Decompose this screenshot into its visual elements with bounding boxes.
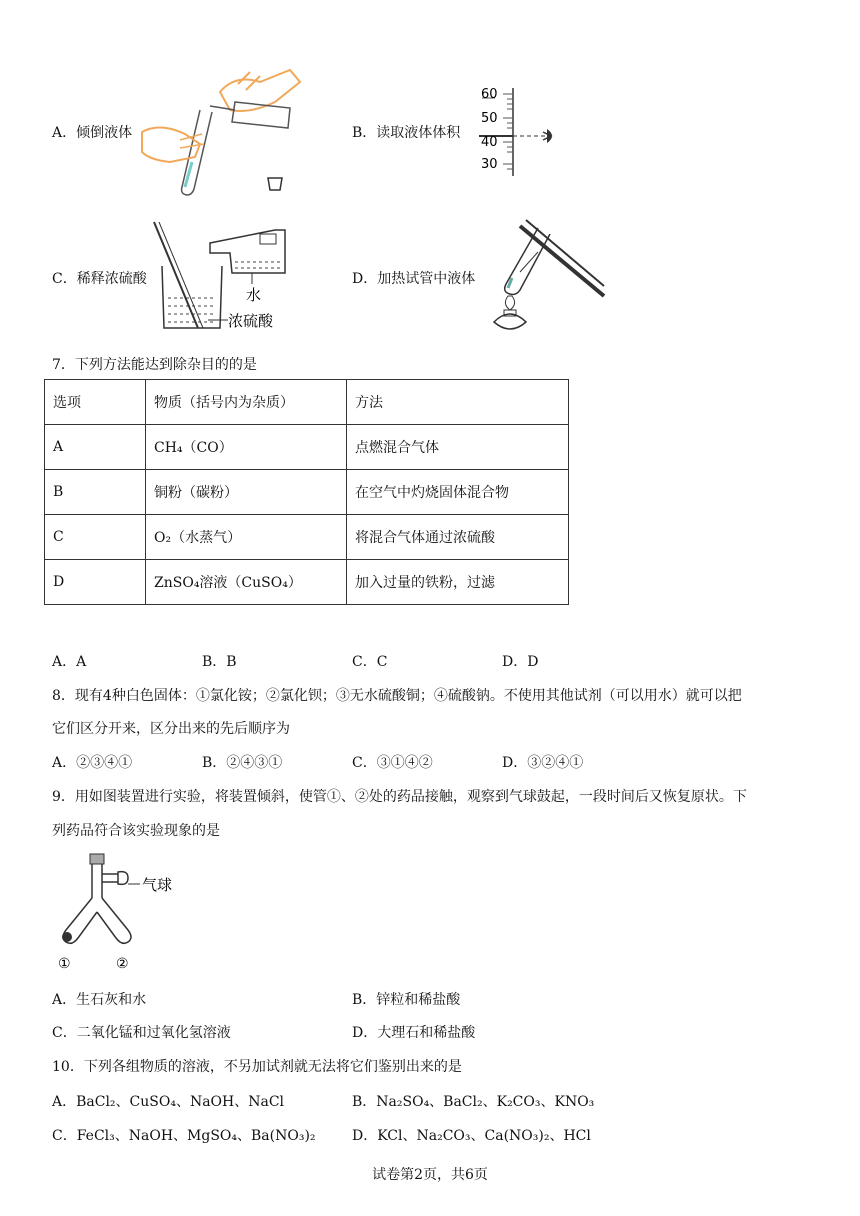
- q9-option-c[interactable]: C．二氧化锰和过氧化氢溶液: [52, 1025, 231, 1041]
- q10-option-d[interactable]: D．KCl、Na₂CO₃、Ca(NO₃)₂、HCl: [352, 1128, 591, 1144]
- header-substance: 物质（括号内为杂质）: [146, 380, 347, 425]
- q6-option-d[interactable]: D．加热试管中液体: [352, 271, 476, 287]
- tick-40: 40: [481, 135, 498, 150]
- cell-option: D: [45, 560, 146, 605]
- q8-stem-line1: 8．现有4种白色固体：①氯化铵；②氯化钡；③无水硫酸铜；④硫酸钠。不使用其他试剂（可以用水）就可以把: [52, 688, 742, 704]
- header-option: 选项: [45, 380, 146, 425]
- q9-option-a[interactable]: A．生石灰和水: [52, 992, 147, 1008]
- cell-option: A: [45, 425, 146, 470]
- cell-method: 在空气中灼烧固体混合物: [347, 470, 569, 515]
- tick-60: 60: [481, 87, 498, 102]
- tick-30: 30: [481, 157, 498, 172]
- q7-option-a[interactable]: A．A: [52, 654, 87, 670]
- q8-option-a[interactable]: A．②③④①: [52, 755, 133, 771]
- q10-option-b[interactable]: B．Na₂SO₄、BaCl₂、K₂CO₃、KNO₃: [352, 1094, 595, 1110]
- label-water: 水: [246, 286, 262, 304]
- label-concentrated-acid: 浓硫酸: [228, 312, 274, 330]
- heating-test-tube-illustration: [480, 214, 610, 344]
- cell-method: 将混合气体通过浓硫酸: [347, 515, 569, 560]
- table-row: [45, 470, 569, 515]
- q10-stem: 10．下列各组物质的溶液，不另加试剂就无法将它们鉴别出来的是: [52, 1059, 462, 1075]
- q7-table: [44, 379, 569, 605]
- q7-option-d[interactable]: D．D: [502, 654, 539, 670]
- cell-substance: O₂（水蒸气）: [146, 515, 347, 560]
- pouring-liquid-illustration: [140, 62, 320, 202]
- label-balloon: 气球: [142, 876, 173, 894]
- q9-option-b[interactable]: B．锌粒和稀盐酸: [352, 992, 461, 1008]
- cell-substance: 铜粉（碳粉）: [146, 470, 347, 515]
- header-method: 方法: [347, 380, 569, 425]
- q6-option-a[interactable]: A．倾倒液体: [52, 125, 133, 141]
- tick-50: 50: [481, 111, 498, 126]
- q7-option-b[interactable]: B．B: [202, 654, 237, 670]
- table-row: [45, 560, 569, 605]
- table-row: [45, 515, 569, 560]
- q9-option-d[interactable]: D．大理石和稀盐酸: [352, 1025, 476, 1041]
- label-tube-2: ②: [116, 956, 129, 972]
- table-row: [45, 425, 569, 470]
- cell-method: 加入过量的铁粉，过滤: [347, 560, 569, 605]
- cell-substance: CH₄（CO）: [146, 425, 347, 470]
- cell-substance: ZnSO₄溶液（CuSO₄）: [146, 560, 347, 605]
- q6-option-b[interactable]: B．读取液体体积: [352, 125, 461, 141]
- q8-option-b[interactable]: B．②④③①: [202, 755, 283, 771]
- cell-option: B: [45, 470, 146, 515]
- q8-option-c[interactable]: C．③①④②: [352, 755, 433, 771]
- table-header-row: [45, 380, 569, 425]
- cell-method: 点燃混合气体: [347, 425, 569, 470]
- q6-option-c[interactable]: C．稀释浓硫酸: [52, 271, 147, 287]
- q10-option-a[interactable]: A．BaCl₂、CuSO₄、NaOH、NaCl: [52, 1094, 285, 1110]
- q8-stem-line2: 它们区分开来，区分出来的先后顺序为: [52, 721, 290, 737]
- graduated-cylinder-illustration: [475, 84, 575, 184]
- page-footer: 试卷第2页，共6页: [372, 1167, 488, 1183]
- q10-option-c[interactable]: C．FeCl₃、NaOH、MgSO₄、Ba(NO₃)₂: [52, 1128, 316, 1144]
- cell-option: C: [45, 515, 146, 560]
- label-tube-1: ①: [58, 956, 71, 972]
- diluting-acid-illustration: [150, 218, 300, 338]
- q7-stem: 7．下列方法能达到除杂目的的是: [52, 357, 257, 373]
- q9-stem-line2: 列药品符合该实验现象的是: [52, 823, 220, 839]
- y-tube-apparatus-illustration: [52, 850, 202, 975]
- q7-option-c[interactable]: C．C: [352, 654, 388, 670]
- q8-option-d[interactable]: D．③②④①: [502, 755, 584, 771]
- q9-stem-line1: 9．用如图装置进行实验，将装置倾斜，使管①、②处的药品接触，观察到气球鼓起，一段时间后又恢复原状。下: [52, 789, 747, 805]
